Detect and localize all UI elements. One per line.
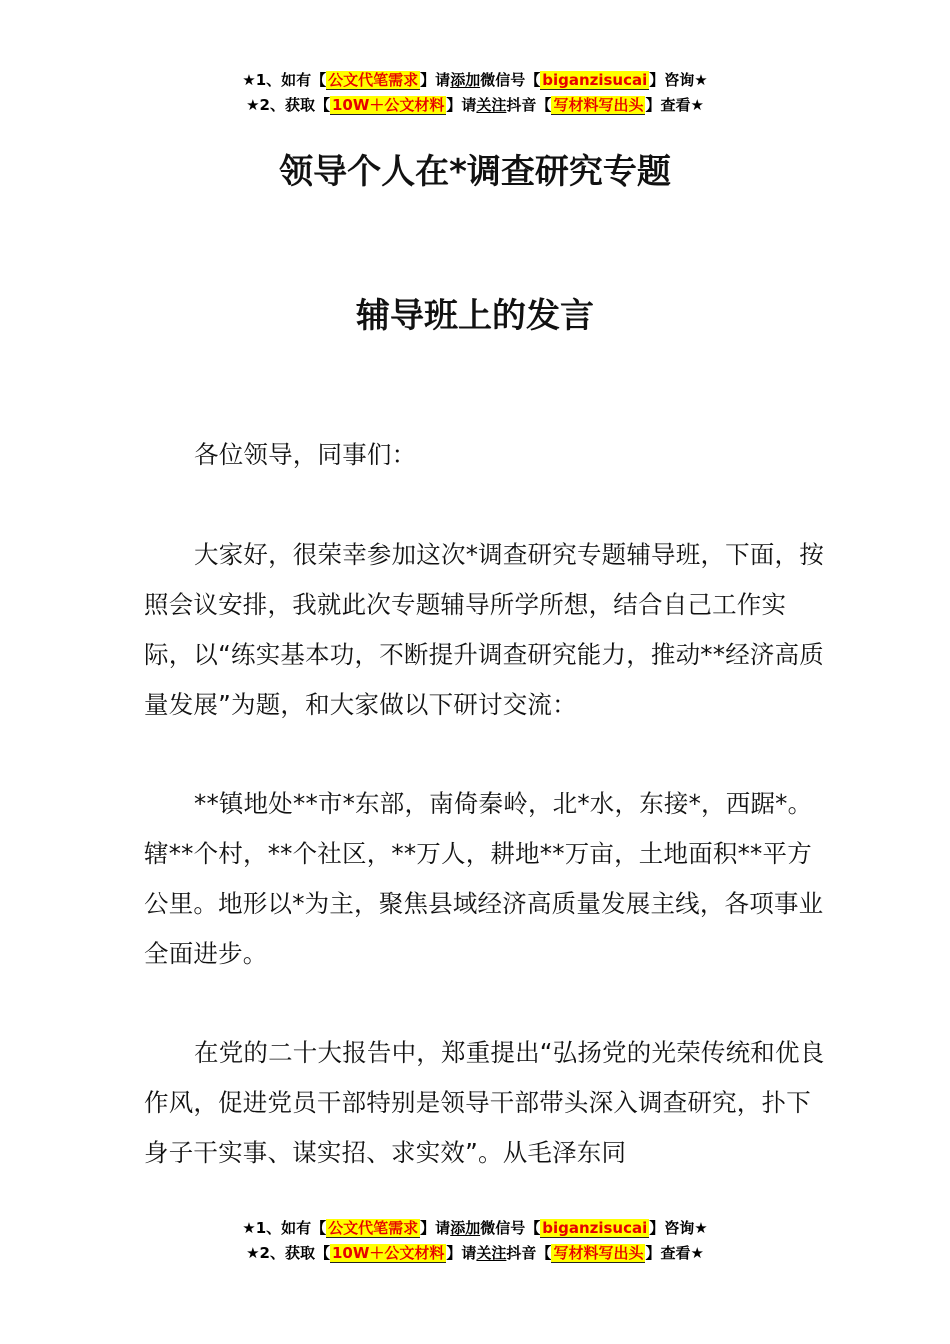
banner-line-2 [0,1241,950,1266]
banner-underlined-text: 关注 [476,1244,507,1262]
banner-text: 】咨询★ [649,71,708,89]
banner-text: 】咨询★ [649,1219,708,1237]
banner-text: 】查看★ [645,96,704,114]
banner-line-1 [0,68,950,93]
greeting-paragraph: 各位领导，同事们： [194,440,417,469]
document-title-line-1: 领导个人在*调查研究专题 [279,152,671,192]
banner-highlight: 公文代笔需求 [328,71,419,89]
banner-text: 微信号【 [480,71,541,89]
banner-text: 】查看★ [645,1244,704,1262]
banner-underlined-text: 添加 [450,1219,481,1237]
header-banner [0,68,950,118]
banner-underlined-text: 关注 [476,96,507,114]
banner-text: 】请 [446,96,477,114]
banner-text: ★2、获取【 [246,96,330,114]
body-paragraph-3: 在党的二十大报告中，郑重提出“弘扬党的光荣传统和优良作风，促进党员干部特别是领导干部带头深入调查研究，扑下身子干实事、谋实招、求实效”。从毛泽东同 [144,1038,825,1167]
banner-highlight: 写材料写出头 [553,96,644,114]
banner-text: 】请 [420,71,451,89]
body-paragraph-1: 大家好，很荣幸参加这次*调查研究专题辅导班，下面，按照会议安排，我就此次专题辅导所学所想，结合自己工作实际，以“练实基本功，不断提升调查研究能力，推动**经济高质量发展”为题，和大家做以下研讨交流： [144,540,824,719]
banner-text: ★1、如有【 [242,71,327,89]
footer-banner [0,1216,950,1266]
banner-highlight: 写材料写出头 [553,1244,644,1262]
banner-line-2 [0,93,950,118]
banner-text: ★2、获取【 [246,1244,330,1262]
banner-line-1 [0,1216,950,1241]
banner-text: 】请 [446,1244,477,1262]
body-paragraph-2: **镇地处**市*东部，南倚秦岭，北*水，东接*，西踞*。辖**个村，**个社区，**万人，耕地**万亩，土地面积**平方公里。地形以*为主，聚焦县域经济高质量发展主线，各项事业全面进步。 [144,789,824,968]
banner-highlight: biganzisucai [542,71,648,89]
banner-highlight: 10W＋公文材料 [331,96,445,114]
banner-text: 抖音【 [506,96,552,114]
banner-highlight: 公文代笔需求 [328,1219,419,1237]
banner-text: 】请 [420,1219,451,1237]
banner-text: 抖音【 [506,1244,552,1262]
document-title-line-2: 辅导班上的发言 [356,296,594,336]
banner-highlight: biganzisucai [542,1219,648,1237]
banner-underlined-text: 添加 [450,71,481,89]
banner-highlight: 10W＋公文材料 [331,1244,445,1262]
banner-text: ★1、如有【 [242,1219,327,1237]
banner-text: 微信号【 [480,1219,541,1237]
